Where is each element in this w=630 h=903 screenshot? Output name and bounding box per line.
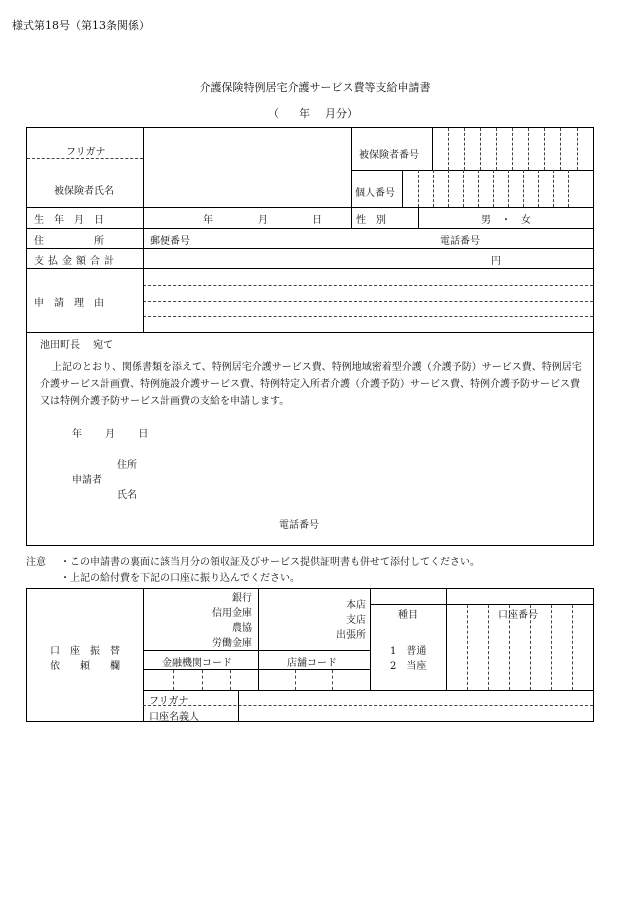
notes-label: 注意 <box>26 557 46 568</box>
birth-date-label: 生 年 月 日 <box>34 215 104 226</box>
branch-type-office: 出張所 <box>336 630 366 641</box>
application-statement: 上記のとおり、関係書類を添えて、特例居宅介護サービス費、特例地域密着型介護（介護予防）サービス費、特例居宅介護サービス計画費、特例施設介護サービス費、特例特定入所者介護（介護予防）サービス費、特例介護予防サービス費又は特例介護予防サービス計画費の支給を申請します。 <box>40 362 582 407</box>
bank-section-title-line2: 依 頼 欄 <box>50 661 120 672</box>
applicant-name-label: 氏名 <box>117 490 137 501</box>
institution-code-label: 金融機関コード <box>162 658 232 669</box>
account-type-futsu: 1 普通 <box>390 646 427 657</box>
branch-code-label: 店舗コード <box>287 658 337 669</box>
applicant-label: 申請者 <box>72 475 102 486</box>
institution-type-rokin: 労働金庫 <box>212 638 252 649</box>
phone-label: 電話番号 <box>440 236 480 247</box>
period-year: 年 <box>299 107 310 120</box>
branch-type-main: 本店 <box>346 600 366 611</box>
institution-type-shinkin: 信用金庫 <box>212 608 252 619</box>
bank-section-title-line1: 口 座 振 替 <box>50 646 120 657</box>
institution-type-bank: 銀行 <box>232 593 252 604</box>
personal-number-label: 個人番号 <box>355 188 395 199</box>
account-type-toza: 2 当座 <box>390 661 427 672</box>
period-month: 月分） <box>325 107 358 120</box>
birth-day: 日 <box>312 215 322 226</box>
address-label: 住 所 <box>34 236 104 247</box>
form-title: 介護保険特例居宅介護サービス費等支給申請書 <box>199 81 431 94</box>
application-reason-label: 申 請 理 由 <box>34 298 104 309</box>
branch-type-branch: 支店 <box>346 615 366 626</box>
institution-type-list <box>150 591 252 651</box>
applicant-address-label: 住所 <box>117 460 137 471</box>
institution-type-nokyo: 農協 <box>232 623 252 634</box>
insured-name-label: 被保険者氏名 <box>54 186 114 197</box>
furigana-label: フリガナ <box>66 147 106 158</box>
period-open: （ <box>268 107 279 120</box>
payment-total-label: 支払金額合計 <box>34 256 118 267</box>
birth-month: 月 <box>258 215 268 226</box>
account-furigana-label: フリガナ <box>149 696 189 707</box>
note-item-2: ・上記の給付費を下記の口座に振り込んでください。 <box>60 573 300 584</box>
gender-label: 性 別 <box>356 215 386 226</box>
application-date: 年 月 日 <box>72 429 149 440</box>
gender-value: 男 ・ 女 <box>481 215 531 226</box>
insured-number-label: 被保険者番号 <box>359 150 419 161</box>
branch-type-list <box>262 598 366 643</box>
addressee: 池田町長 宛て <box>40 340 114 351</box>
note-item-1: ・この申請書の裏面に該当月分の領収証及びサービス提供証明書も併せて添付してください。 <box>60 557 480 568</box>
account-number-label: 口座番号 <box>498 610 538 621</box>
postal-code-label: 郵便番号 <box>150 236 190 247</box>
birth-year: 年 <box>203 215 213 226</box>
applicant-phone-label: 電話番号 <box>279 520 319 531</box>
form-number: 様式第18号（第13条関係） <box>12 19 150 32</box>
yen-unit: 円 <box>491 256 501 267</box>
account-holder-label: 口座名義人 <box>149 712 199 723</box>
account-type-label: 種目 <box>398 610 418 621</box>
